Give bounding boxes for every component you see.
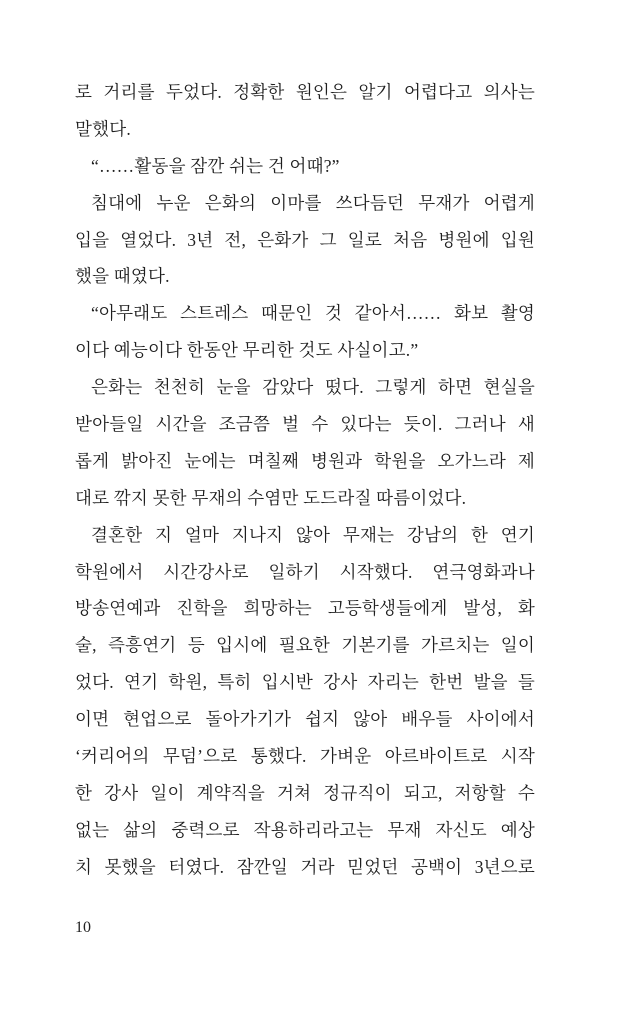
page-number: 10 xyxy=(75,919,91,936)
text-line: 입을 열었다. 3년 전, 은화가 그 일로 처음 병원에 입원 xyxy=(75,229,535,250)
text-line: 받아들일 시간을 조금쯤 벌 수 있다는 듯이. 그러나 새 xyxy=(75,414,535,435)
page-body xyxy=(75,74,535,886)
text-line: 방송연예과 진학을 희망하는 고등학생들에게 발성, 화 xyxy=(75,598,535,619)
text-line: 결혼한 지 얼마 지나지 않아 무재는 강남의 한 연기 xyxy=(91,524,535,545)
text-line: 이다 예능이다 한동안 무리한 것도 사실이고.” xyxy=(75,340,419,361)
text-line: “아무래도 스트레스 때문인 것 같아서…… 화보 촬영 xyxy=(91,303,535,324)
text-line: 술, 즉흥연기 등 입시에 필요한 기본기를 가르치는 일이 xyxy=(75,635,535,656)
text-line: 었다. 연기 학원, 특히 입시반 강사 자리는 한번 발을 들 xyxy=(75,672,535,693)
text-line: 없는 삶의 중력으로 작용하리라고는 무재 자신도 예상 xyxy=(75,819,535,840)
text-line: 이면 현업으로 돌아가기가 쉽지 않아 배우들 사이에서 xyxy=(75,709,535,730)
text-line: 로 거리를 두었다. 정확한 원인은 알기 어렵다고 의사는 xyxy=(75,82,535,102)
text-line: 은화는 천천히 눈을 감았다 떴다. 그렇게 하면 현실을 xyxy=(91,377,535,398)
text-line: 치 못했을 터였다. 잠깐일 거라 믿었던 공백이 3년으로 xyxy=(75,856,535,877)
text-line: 학원에서 시간강사로 일하기 시작했다. 연극영화과나 xyxy=(75,561,535,582)
text-line: “……활동을 잠깐 쉬는 건 어때?” xyxy=(91,155,340,176)
text-line: 대로 깎지 못한 무재의 수염만 도드라질 따름이었다. xyxy=(75,487,467,508)
text-line: ‘커리어의 무덤’으로 통했다. 가벼운 아르바이트로 시작 xyxy=(75,746,535,767)
text-line: 침대에 누운 은화의 이마를 쓰다듬던 무재가 어렵게 xyxy=(91,192,535,213)
text-line: 롭게 밝아진 눈에는 며칠째 병원과 학원을 오가느라 제 xyxy=(75,450,535,471)
text-line: 했을 때였다. xyxy=(75,266,170,287)
text-line: 한 강사 일이 계약직을 거쳐 정규직이 되고, 저항할 수 xyxy=(75,782,535,803)
text-line: 말했다. xyxy=(75,118,131,139)
